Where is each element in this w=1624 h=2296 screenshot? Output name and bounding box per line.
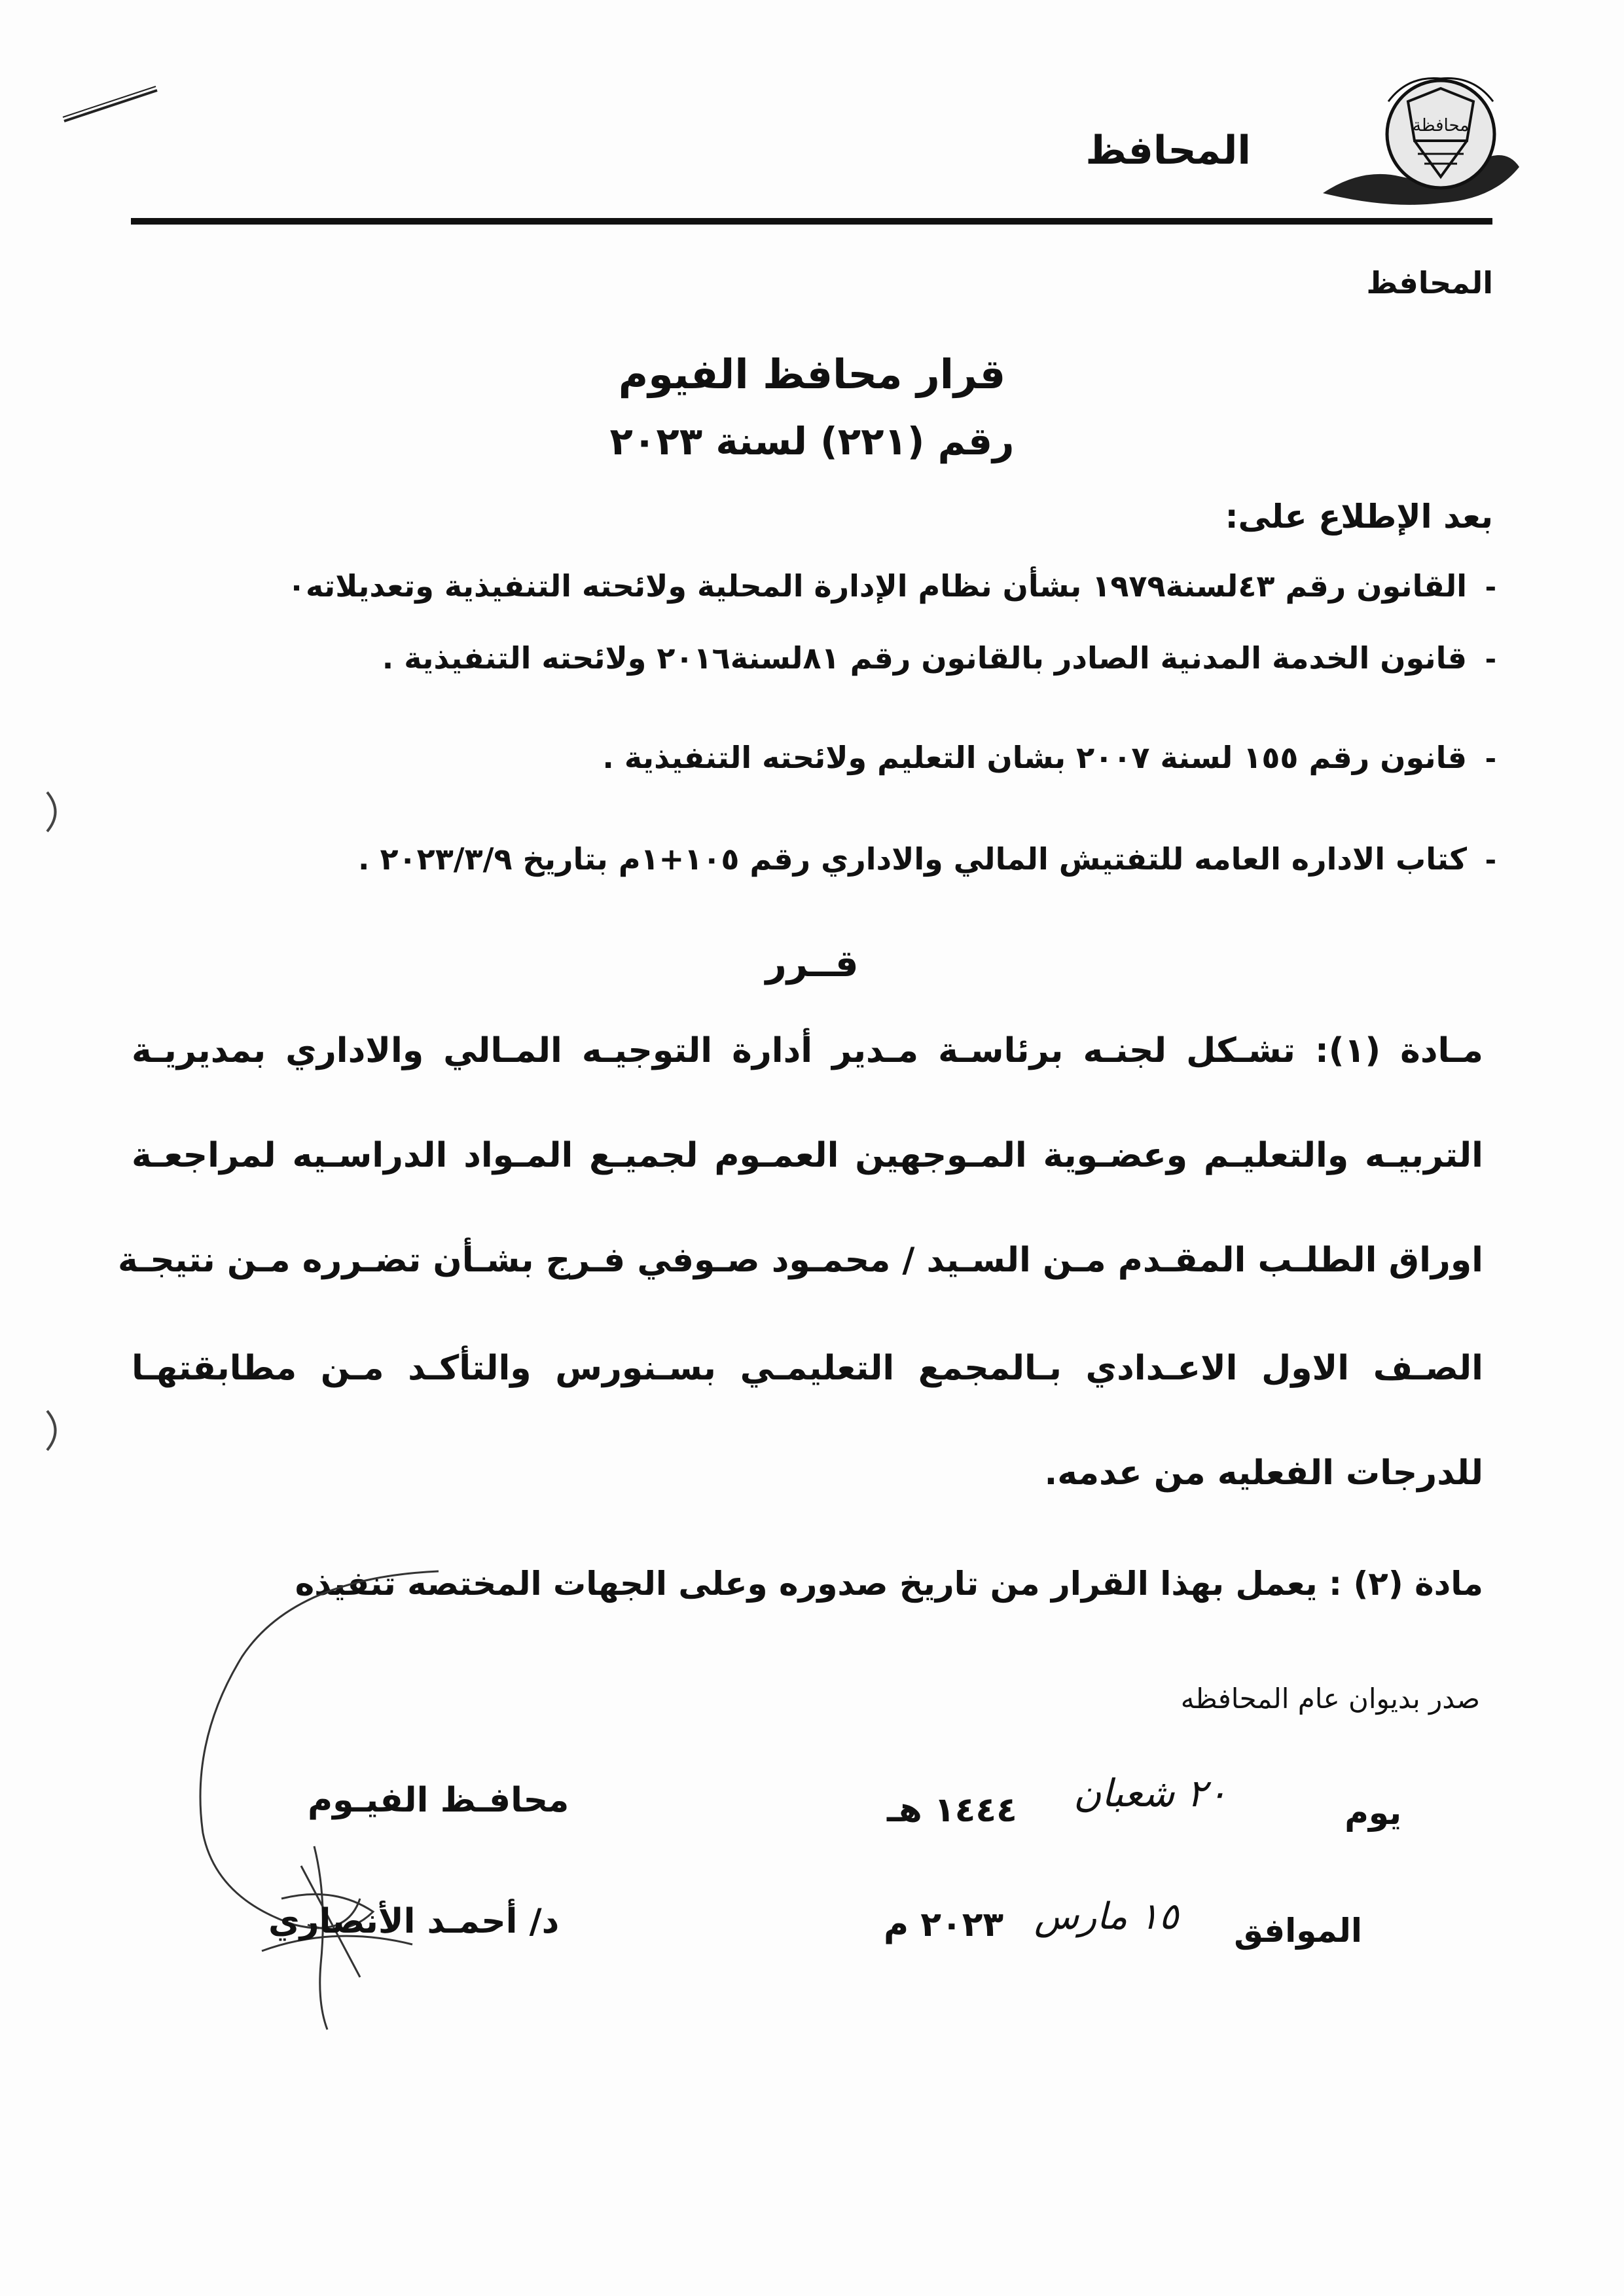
article1-line: التربيـه والتعليـم وعضـوية المـوجهين العمـوم لجميـع المـواد الدراسـيه لمراجعـة bbox=[132, 1136, 1483, 1175]
bullet-dash-icon: - bbox=[1485, 571, 1496, 603]
bullet-dash-icon: - bbox=[1485, 643, 1496, 675]
header-title: المحافظ bbox=[1085, 128, 1251, 173]
decree-number: رقم (٢٢١) لسنة ٢٠٢٣ bbox=[609, 419, 1015, 464]
reference-item: قانون رقم ١٥٥ لسنة ٢٠٠٧ بشان التعليم ولائحته التنفيذية . bbox=[602, 740, 1467, 775]
gregorian-date-handwritten: ١٥ مارس bbox=[1034, 1895, 1179, 1938]
decided-heading: قــرر bbox=[765, 943, 859, 985]
article1-line: مـادة (١): تشـكل لجنـه برئاسـة مـدير أدارة التوجيـه المـالي والاداري بمديريـة bbox=[132, 1031, 1484, 1070]
bullet-dash-icon: - bbox=[1485, 742, 1496, 774]
gregorian-date-label: الموافق bbox=[1234, 1912, 1362, 1950]
hijri-date-handwritten: ٢٠ شعبان bbox=[1074, 1771, 1228, 1815]
reference-item: قانون الخدمة المدنية الصادر بالقانون رقم ٨١لسنة٢٠١٦ ولائحته التنفيذية . bbox=[382, 640, 1467, 676]
header-divider bbox=[131, 218, 1492, 225]
preamble: بعد الإطلاع على: bbox=[1225, 498, 1493, 536]
svg-text:محافظة: محافظة bbox=[1412, 116, 1470, 136]
reference-item: كتاب الاداره العامه للتفتيش المالي والاداري رقم ١٠٥+١م بتاريخ ٢٠٢٣/٣/٩ . bbox=[358, 841, 1467, 877]
issued-at: صدر بديوان عام المحافظه bbox=[1180, 1683, 1480, 1715]
hijri-date-year: ١٤٤٤ هـ bbox=[887, 1791, 1017, 1830]
hijri-date-label: يوم bbox=[1344, 1794, 1401, 1832]
signatory-title: محافـظ الفيـوم bbox=[308, 1781, 569, 1820]
decree-title: قرار محافظ الفيوم bbox=[618, 350, 1006, 398]
article1-line: الصـف الاول الاعـدادي بـالمجمع التعليمـي بسـنورس والتأكـد مـن مطابقتهـا bbox=[132, 1349, 1483, 1388]
article2: مادة (٢) : يعمل بهذا القرار من تاريخ صدوره وعلى الجهات المختصه تنفيذه bbox=[295, 1565, 1483, 1603]
bullet-dash-icon: - bbox=[1485, 844, 1496, 876]
punch-hole-mark bbox=[41, 1408, 67, 1453]
article1-line: اوراق الطلـب المقـدم مـن السـيد / محمـود صـوفي فـرج بشـأن تضـرره مـن نتيجـة bbox=[118, 1241, 1483, 1280]
governorate-logo bbox=[1310, 62, 1526, 213]
article1-line: للدرجات الفعليه من عدمه. bbox=[1044, 1453, 1483, 1493]
reference-item: القانون رقم ٤٣لسنة١٩٧٩ بشأن نظام الإدارة المحلية ولائحته التنفيذية وتعديلاته٠ bbox=[287, 568, 1467, 604]
stray-pen-mark bbox=[59, 85, 164, 124]
gregorian-date-year: ٢٠٢٣ م bbox=[884, 1905, 1004, 1944]
office-label: المحافظ bbox=[1366, 265, 1493, 301]
punch-hole-mark bbox=[41, 789, 67, 835]
signatory-name: د/ أحمـد الأنصاري bbox=[268, 1902, 560, 1941]
